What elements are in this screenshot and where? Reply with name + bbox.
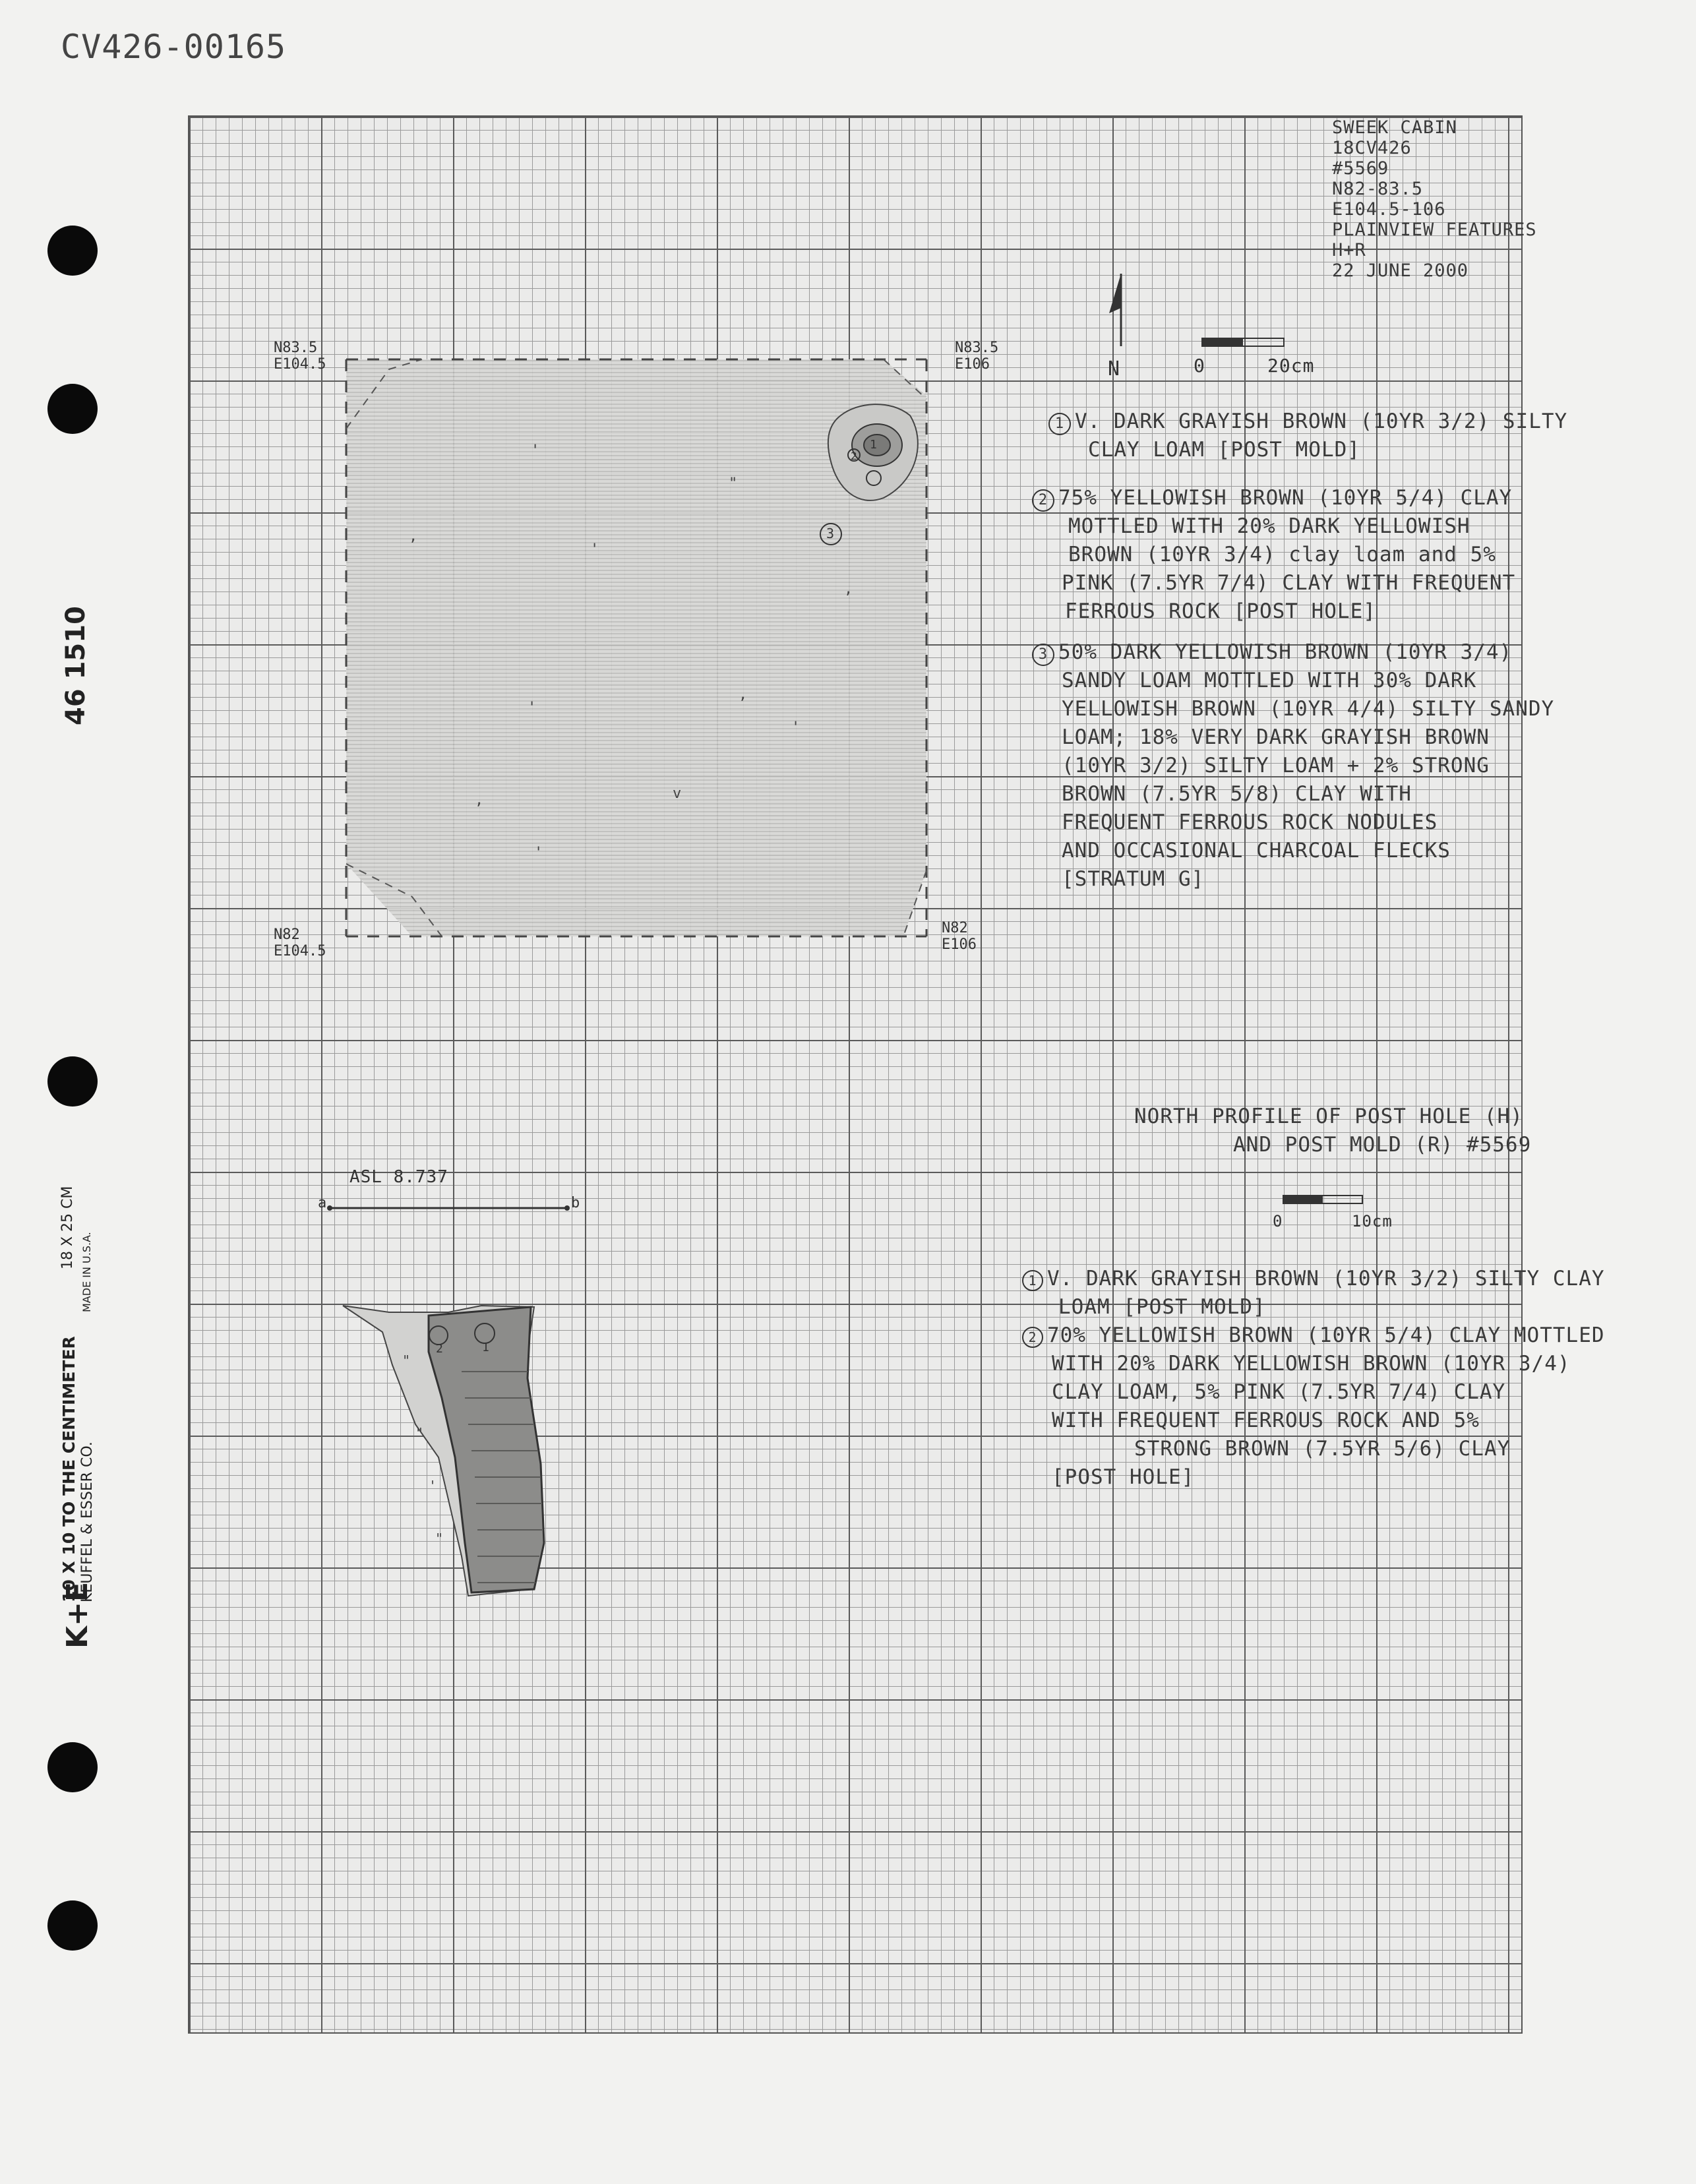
legend-line: BROWN (7.5YR 5/8) CLAY WITH — [1062, 782, 1412, 806]
header-line: 22 JUNE 2000 — [1332, 260, 1469, 281]
legend-line: STRONG BROWN (7.5YR 5/6) CLAY — [1134, 1437, 1511, 1461]
legend-line: CLAY LOAM [POST MOLD] — [1088, 438, 1360, 462]
legend-text — [1022, 1321, 1605, 1350]
binder-hole — [47, 1742, 98, 1792]
paper-maker: KEUFFEL & ESSER CO. — [79, 1441, 96, 1602]
corner-nw — [274, 340, 326, 373]
header-notes — [1332, 117, 1537, 281]
profile-legend-item-2 — [1022, 1321, 1605, 1492]
svg-text:": " — [435, 1531, 444, 1546]
legend-line: LOAM; 18% VERY DARK GRAYISH BROWN — [1062, 725, 1490, 749]
corner-nw-east: E104.5 — [274, 356, 326, 373]
profile-datum: ASL 8.737 — [349, 1167, 448, 1187]
legend-number: 1 — [1048, 413, 1071, 435]
legend-line: WITH 20% DARK YELLOWISH BROWN (10YR 3/4) — [1052, 1352, 1571, 1376]
svg-text:': ' — [534, 845, 543, 861]
plan-marker-2: 2 — [851, 450, 858, 462]
plan-scale-bar — [1201, 338, 1285, 347]
legend-number: 2 — [1032, 489, 1054, 512]
plan-scale-start: 0 — [1194, 355, 1205, 377]
corner-ne-east: E106 — [955, 356, 990, 373]
legend-text — [1048, 408, 1567, 436]
legend-number: 1 — [1022, 1270, 1043, 1291]
svg-text:': ' — [429, 1478, 437, 1494]
legend-line: 50% DARK YELLOWISH BROWN (10YR 3/4) — [1058, 640, 1513, 664]
legend-number: 2 — [1022, 1327, 1043, 1348]
profile-scale-bar — [1283, 1195, 1363, 1204]
legend-line: 75% YELLOWISH BROWN (10YR 5/4) CLAY — [1058, 486, 1513, 510]
header-line: E104.5-106 — [1332, 199, 1446, 220]
profile-marker-2: 2 — [436, 1342, 444, 1356]
svg-text:,: , — [844, 581, 853, 597]
legend-line: MOTTLED WITH 20% DARK YELLOWISH — [1068, 514, 1470, 538]
plan-legend-item-1 — [1048, 408, 1567, 464]
profile-drawing — [330, 1292, 567, 1609]
header-line: 18CV426 — [1332, 138, 1412, 158]
legend-text — [1032, 638, 1554, 667]
legend-line: PINK (7.5YR 7/4) CLAY WITH FREQUENT — [1062, 571, 1516, 595]
svg-text:v: v — [673, 785, 682, 802]
profile-point-b: b — [571, 1195, 581, 1211]
legend-line: (10YR 3/2) SILTY LOAM + 2% STRONG — [1062, 754, 1490, 777]
legend-line: [STRATUM G] — [1062, 867, 1205, 891]
profile-datum-line — [317, 1194, 593, 1220]
legend-line: [POST HOLE] — [1052, 1465, 1195, 1489]
legend-text — [1022, 1265, 1605, 1293]
paper-spec: 10 X 10 TO THE CENTIMETER — [59, 1336, 78, 1602]
legend-line: AND OCCASIONAL CHARCOAL FLECKS — [1062, 839, 1451, 863]
plan-view-drawing — [330, 343, 943, 963]
svg-text:": " — [402, 1352, 411, 1368]
legend-text — [1032, 484, 1515, 512]
legend-line: V. DARK GRAYISH BROWN (10YR 3/2) SILTY CLAY — [1047, 1267, 1605, 1290]
binder-hole — [47, 1900, 98, 1951]
legend-line: LOAM [POST MOLD] — [1058, 1295, 1266, 1319]
corner-sw-east: E104.5 — [274, 943, 326, 959]
corner-se-north: N82 — [942, 920, 968, 936]
corner-sw — [274, 926, 326, 959]
legend-line: SANDY LOAM MOTTLED WITH 30% DARK — [1062, 669, 1477, 692]
legend-line: FERROUS ROCK [POST HOLE] — [1065, 599, 1376, 623]
north-label: N — [1108, 357, 1121, 380]
corner-sw-north: N82 — [274, 926, 300, 943]
binder-hole — [47, 384, 98, 434]
plan-marker-1: 1 — [870, 438, 878, 452]
corner-ne — [955, 340, 998, 373]
svg-text:,: , — [475, 792, 484, 808]
catalog-number: 46 1510 — [61, 606, 91, 725]
paper-origin: MADE IN U.S.A. — [80, 1232, 93, 1312]
corner-se — [942, 920, 977, 953]
svg-text:': ' — [590, 541, 599, 558]
profile-scale-end: 10cm — [1352, 1212, 1393, 1230]
profile-title — [1134, 1103, 1531, 1159]
plan-legend-item-2 — [1032, 484, 1515, 626]
plan-marker-3: 3 — [826, 526, 835, 541]
legend-line: CLAY LOAM, 5% PINK (7.5YR 7/4) CLAY — [1052, 1380, 1506, 1404]
legend-line: WITH FREQUENT FERROUS ROCK AND 5% — [1052, 1409, 1480, 1432]
archive-id: CV426-00165 — [61, 28, 287, 66]
legend-number: 3 — [1032, 644, 1054, 666]
profile-point-a: a — [318, 1195, 328, 1211]
profile-title-line: AND POST MOLD (R) #5569 — [1233, 1133, 1532, 1157]
corner-se-east: E106 — [942, 936, 977, 953]
binder-hole — [47, 226, 98, 276]
header-line: #5569 — [1332, 158, 1389, 179]
legend-line: FREQUENT FERROUS ROCK NODULES — [1062, 810, 1438, 834]
plan-legend-item-3 — [1032, 638, 1554, 894]
plan-scale-end: 20cm — [1267, 355, 1315, 377]
svg-text:': ' — [528, 700, 537, 716]
legend-line: YELLOWISH BROWN (10YR 4/4) SILTY SANDY — [1062, 697, 1555, 721]
svg-text:': ' — [791, 719, 801, 736]
header-line: H+R — [1332, 240, 1366, 260]
profile-legend-item-1 — [1022, 1265, 1605, 1321]
header-line: SWEEK CABIN — [1332, 117, 1457, 138]
svg-text:,: , — [739, 686, 748, 703]
profile-scale-start: 0 — [1273, 1212, 1283, 1230]
profile-title-line: NORTH PROFILE OF POST HOLE (H) — [1134, 1105, 1523, 1128]
corner-ne-north: N83.5 — [955, 340, 999, 356]
legend-line: V. DARK GRAYISH BROWN (10YR 3/2) SILTY — [1075, 410, 1568, 433]
svg-text:": " — [729, 475, 738, 492]
binder-hole — [47, 1056, 98, 1107]
corner-nw-north: N83.5 — [274, 340, 318, 356]
north-arrow-icon — [1095, 267, 1147, 353]
svg-text:": " — [415, 1425, 424, 1441]
header-line: PLAINVIEW FEATURES — [1332, 220, 1537, 240]
svg-text:': ' — [531, 442, 540, 459]
svg-text:,: , — [409, 528, 418, 545]
brand-logo: K+E — [61, 1581, 94, 1649]
paper-size: 18 X 25 CM — [59, 1186, 76, 1269]
profile-marker-1: 1 — [482, 1341, 490, 1354]
legend-line: 70% YELLOWISH BROWN (10YR 5/4) CLAY MOTTLED — [1047, 1323, 1605, 1347]
legend-line: BROWN (10YR 3/4) clay loam and 5% — [1068, 543, 1496, 566]
header-line: N82-83.5 — [1332, 179, 1424, 199]
